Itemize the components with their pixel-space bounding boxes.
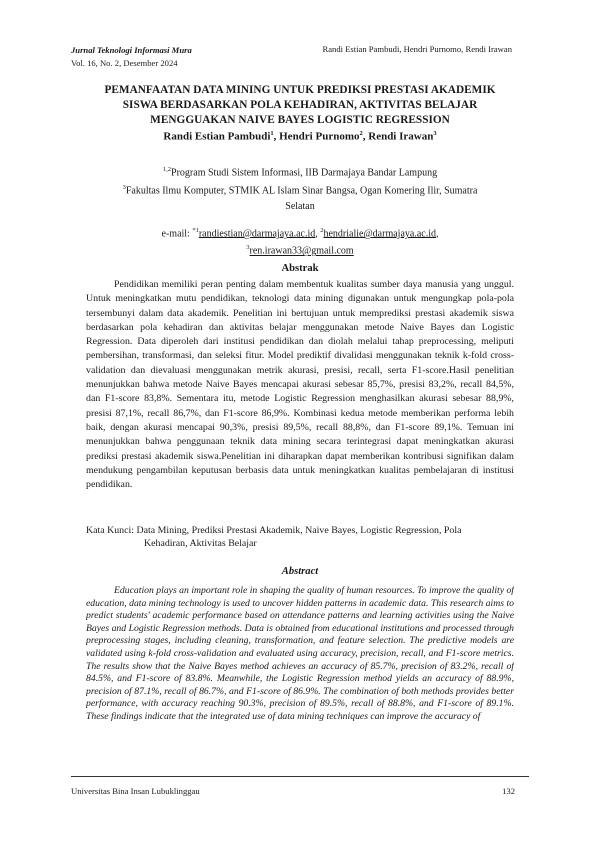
journal-volume: Vol. 16, No. 2, Desember 2024 [71,58,178,68]
title-line: SISWA BERDASARKAN POLA KEHADIRAN, AKTIVITAS BELAJAR [122,99,478,111]
abstract-body: Education plays an important role in shaping the quality of human resources. To improve the quality of education, data mining technology is used to uncover hidden patterns in academic data. This research aims to predict students' academic performance based on attendance patterns and learning activities using the Naive Bayes and Logistic Regression methods. Data is obtained from educational institutions and processed through preprocessing stages, including cleaning, transformation, and feature selection. The predictive models are validated using k-fold cross-validation and evaluated using accuracy, precision, recall, and F1-score metrics. The results show that the Naive Bayes method achieves an accuracy of 85.7%, precision of 83.2%, recall of 84.5%, and F1-score of 83.8%. Meanwhile, the Logistic Regression method yields an accuracy of 88.9%, precision of 87.1%, recall of 86.7%, and F1-score of 86.9%. The combination of both methods provides better performance, with accuracy reaching 90.3%, precision of 89.5%, recall of 88.8%, and F1-score of 89.1%. These findings indicate that the integrated use of data mining techniques can improve the accuracy of [86,585,514,722]
author-sup: 1 [270,130,274,137]
footer-institution: Universitas Bina Insan Lubuklinggau [71,786,200,796]
affiliations [120,162,480,214]
keywords-line-1: Data Mining, Prediksi Prestasi Akademik, Naive Bayes, Logistic Regression, Pola [136,525,462,536]
author-name: Randi Estian Pambudi [163,130,271,143]
footer-divider [71,776,529,777]
author-name: Rendi Irawan [368,130,434,143]
keywords-label: Kata Kunci: [86,525,137,536]
affiliation-2: $^3$Fakultas Ilmu Komputer, STMIK AL Islam Sinar Bangsa, Ogan Komering Ilir, Sumatra Selatan [122,184,478,212]
keywords-line-2: Kehadiran, Aktivitas Belajar [144,538,257,549]
email-label: e-mail: [161,228,193,240]
running-header-authors: Randi Estian Pambudi, Hendri Purnomo, Rendi Irawan [322,44,512,54]
affiliation-1: $^{1,2}$Program Studi Sistem Informasi, IIB Darmajaya Bandar Lampung [162,166,438,179]
running-header-left [71,44,192,70]
author-name: Hendri Purnomo [279,130,360,143]
email-link-1[interactable]: randiestian@darmajaya.ac.id [198,228,316,240]
abstract-heading: Abstract [281,566,319,577]
paper-title [60,83,540,128]
email-sup: *1 [192,227,199,234]
abstrak-heading: Abstrak [281,263,319,274]
keywords [86,524,514,538]
email-sup: 3 [246,244,250,252]
page-number: 132 [502,786,515,796]
author-sup: 3 [433,130,437,137]
abstrak-body: Pendidikan memiliki peran penting dalam membentuk kualitas sumber daya manusia yang unggul. Untuk meningkatkan mutu pendidikan, teknologi data mining digunakan untuk mengungkap pola-pola tersembunyi dalam data akademik. Penelitian ini bertujuan untuk memprediksi prestasi akademik siswa berdasarkan pola kehadiran dan aktivitas belajar menggunakan metode Naive Bayes dan Logistic Regression. Data diperoleh dari institusi pendidikan dan diolah melalui tahap preprocessing, meliputi pembersihan, transformasi, dan seleksi fitur. Model prediktif divalidasi menggunakan teknik k-fold cross-validation dan dievaluasi menggunakan metrik akurasi, presisi, recall, serta F1-score.Hasil penelitian menunjukkan bahwa metode Naive Bayes mencapai akurasi sebesar 85,7%, presisi 83,2%, recall 84,5%, dan F1-score 83,8%. Sementara itu, metode Logistic Regression menghasilkan akurasi sebesar 88,9%, presisi 87,1%, recall 86,7%, dan F1-score 86,9%. Kombinasi kedua metode memberikan performa lebih baik, dengan akurasi mencapai 90,3%, presisi 89,5%, recall 88,8%, dan F1-score 89,1%. Temuan ini menunjukkan bahwa penggunaan teknik data mining secara terintegrasi dapat meningkatkan akurasi prediksi prestasi akademik siswa.Penelitian ini diharapkan dapat memberikan kontribusi signifikan dalam mendukung pengambilan keputusan berbasis data untuk meningkatkan kualitas pembelajaran di institusi pendidikan. [86,279,514,491]
email-link-3[interactable]: ren.irawan33@gmail.com [249,245,354,257]
email-link-2[interactable]: hendrialie@darmajaya.ac.id [323,228,436,240]
author-sup: 2 [359,130,363,137]
author-list: Randi Estian Pambudi$^1$, Hendri Purnomo$^2$, Rendi Irawan$^3$ [163,130,437,143]
email-sup: 2 [320,227,324,234]
journal-name: Jurnal Teknologi Informasi Mura [71,45,192,55]
title-line: MENGGUAKAN NAIVE BAYES LOGISTIC REGRESSION [150,114,450,126]
title-line: PEMANFAATAN DATA MINING UNTUK PREDIKSI PRESTASI AKADEMIK [104,84,496,96]
email-block: e-mail: $^{*1}$randiestian@darmajaya.ac.id, $^2$hendrialie@darmajaya.ac.id, $^3$ren.irawan33@gmail.com [161,227,439,257]
